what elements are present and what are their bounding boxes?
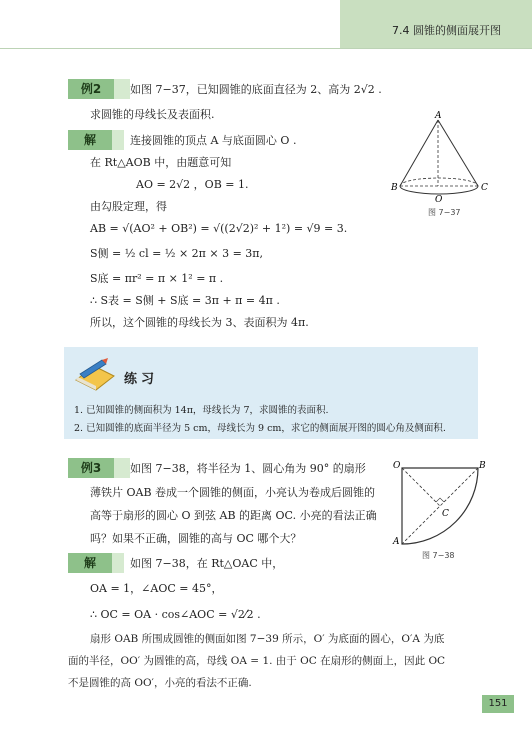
example2-label: 例2 <box>68 79 114 99</box>
cone-figure <box>388 108 498 218</box>
solution-line: S侧 = ½ cl = ½ × 2π × 3 = 3π, <box>90 247 264 260</box>
label-B: B <box>391 183 398 193</box>
solution-line: 在 Rt△AOB 中，由题意可知 <box>90 156 232 169</box>
figure-7-37-caption: 图 7−37 <box>428 208 461 217</box>
page-number: 151 <box>482 695 514 713</box>
sector-figure <box>392 458 488 546</box>
solution-line: ∴ S表 = S侧 + S底 = 3π + π = 4π . <box>90 294 280 307</box>
solution-line: 所以，这个圆锥的母线长为 3、表面积为 4π. <box>90 316 309 329</box>
example3-problem-line: 吗？如果不正确，圆锥的高与 OC 哪个大？ <box>90 532 302 545</box>
label-A: A <box>435 111 442 121</box>
practice-item: 2. 已知圆锥的底面半径为 5 cm，母线长为 9 cm，求它的侧面展开图的圆心角及侧面积. <box>74 423 446 434</box>
practice-title: 练习 <box>124 372 159 387</box>
label-O: O <box>435 195 443 205</box>
example3-solution-line: OA = 1，∠AOC = 45°， <box>90 582 223 595</box>
example3-problem-line: 如图 7−38，将半径为 1、圆心角为 90° 的扇形 <box>130 462 366 475</box>
label-C: C <box>481 183 488 193</box>
example3-solution-line: 扇形 OAB 所围成圆锥的侧面如图 7−39 所示，O′ 为底面的圆心，O′A 为底 <box>90 633 445 645</box>
example2-problem-line2: 求圆锥的母线长及表面积. <box>90 108 215 121</box>
example3-solution-line: 如图 7−38，在 Rt△OAC 中， <box>130 557 284 570</box>
solution-line: S底 = πr² = π × 1² = π . <box>90 272 224 285</box>
example2-solution-label: 解 <box>68 130 112 150</box>
practice-item: 1. 已知圆锥的侧面积为 14π，母线长为 7，求圆锥的表面积. <box>74 405 329 416</box>
solution-line: AB = √(AO² + OB²) = √((2√2)² + 1²) = √9 = 3. <box>90 222 348 235</box>
example2-problem-line1: 如图 7−37，已知圆锥的底面直径为 2、高为 2√2 . <box>130 83 382 96</box>
example3-label: 例3 <box>68 458 114 478</box>
example3-solution-line: 面的半径，OO′ 为圆锥的高，母线 OA = 1. 由于 OC 在扇形的侧面上，因此 OC <box>68 655 446 667</box>
solution-line: 由勾股定理，得 <box>90 200 167 213</box>
example3-solution-line: 不是圆锥的高 OO′，小亮的看法不正确. <box>68 677 252 689</box>
header-divider <box>0 48 532 49</box>
book-pencil-icon <box>72 356 118 392</box>
label-C: C <box>442 509 449 519</box>
example3-solution-label: 解 <box>68 553 112 573</box>
figure-7-38-caption: 图 7−38 <box>422 551 455 560</box>
label-O: O <box>393 461 401 471</box>
label-B: B <box>479 461 486 471</box>
section-title: 7.4 圆锥的侧面展开图 <box>392 24 501 37</box>
example3-problem-line: 高等于扇形的圆心 O 到弦 AB 的距离 OC. 小亮的看法正确 <box>90 509 377 522</box>
solution-line: AO = 2√2 ，OB = 1. <box>136 178 249 191</box>
example3-solution-line: ∴ OC = OA · cos∠AOC = √2⁄2 . <box>90 608 261 621</box>
label-A: A <box>393 537 400 546</box>
solution-line: 连接圆锥的顶点 A 与底面圆心 O . <box>130 134 297 147</box>
example3-problem-line: 薄铁片 OAB 卷成一个圆锥的侧面，小亮认为卷成后圆锥的 <box>90 486 376 499</box>
